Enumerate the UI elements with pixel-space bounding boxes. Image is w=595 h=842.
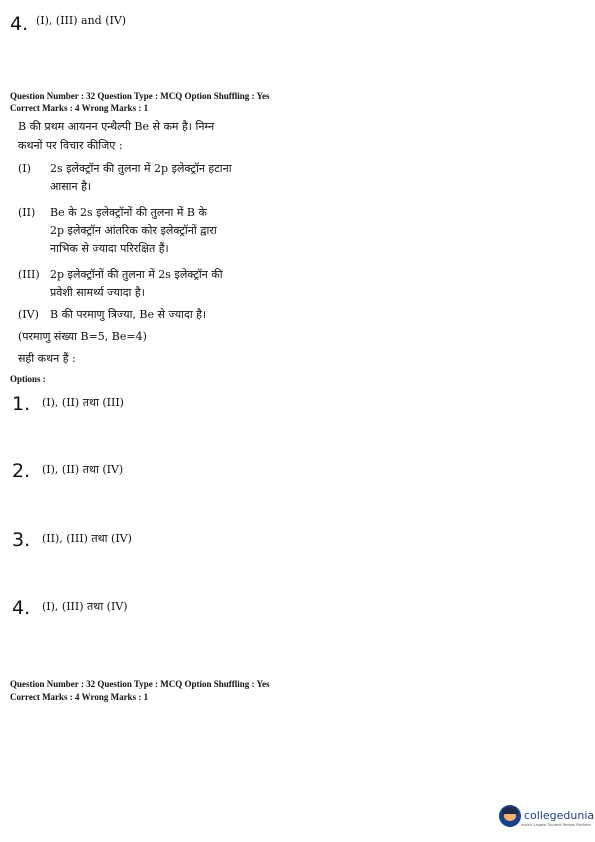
statement-3-line1: 2p इलेक्ट्रॉनों की तुलना में 2s इलेक्ट्रॉन की xyxy=(50,268,223,281)
statement-3-line2: प्रवेशी सामर्थ्य ज्यादा है। xyxy=(50,286,145,299)
statement-label-3: (III) xyxy=(18,268,40,281)
collegedunia-logo xyxy=(499,804,594,827)
question-stem-line1: B की प्रथम आयनन एन्थैल्पी Be से कम है। निम्न xyxy=(18,120,215,133)
next-question-meta-line2: Correct Marks : 4 Wrong Marks : 1 xyxy=(10,692,149,702)
statement-2-line1: Be के 2s इलेक्ट्रॉनों की तुलना में B के xyxy=(50,206,207,219)
logo-text: collegedunia xyxy=(524,809,595,822)
statement-label-4: (IV) xyxy=(18,308,39,321)
question-meta-line1: Question Number : 32 Question Type : MCQ Option Shuffling : Yes xyxy=(10,91,270,101)
top-option-number: 4. xyxy=(10,13,29,35)
statement-1-line1: 2s इलेक्ट्रॉन की तुलना में 2p इलेक्ट्रॉन हटाना xyxy=(50,162,232,175)
statement-label-2: (II) xyxy=(18,206,36,219)
option-2-number: 2. xyxy=(12,460,31,482)
option-4-number: 4. xyxy=(12,597,31,619)
top-option-text: (I), (III) and (IV) xyxy=(36,14,127,27)
statement-label-1: (I) xyxy=(18,162,31,175)
question-prompt: सही कथन हैं : xyxy=(18,352,76,365)
statement-4-line1: B की परमाणु त्रिज्या, Be से ज्यादा है। xyxy=(50,308,207,321)
mascot-icon xyxy=(499,805,521,827)
option-3-number: 3. xyxy=(12,529,31,551)
atomic-numbers-note: (परमाणु संख्या B=5, Be=4) xyxy=(18,330,147,343)
option-2-text: (I), (II) तथा (IV) xyxy=(42,463,124,476)
statement-2-line2: 2p इलेक्ट्रॉन आंतरिक कोर इलेक्ट्रॉनों द्वारा xyxy=(50,224,217,237)
logo-tagline: India's Largest Student Review Platform xyxy=(521,823,591,827)
option-4-text: (I), (III) तथा (IV) xyxy=(42,600,128,613)
options-label: Options : xyxy=(10,374,46,384)
statement-1-line2: आसान है। xyxy=(50,180,92,193)
option-1-number: 1. xyxy=(12,393,31,415)
option-1-text: (I), (II) तथा (III) xyxy=(42,396,124,409)
next-question-meta-line1: Question Number : 32 Question Type : MCQ Option Shuffling : Yes xyxy=(10,679,270,689)
question-meta-line2: Correct Marks : 4 Wrong Marks : 1 xyxy=(10,103,149,113)
question-stem-line2: कथनों पर विचार कीजिए : xyxy=(18,139,123,152)
option-3-text: (II), (III) तथा (IV) xyxy=(42,532,132,545)
statement-2-line3: नाभिक से ज्यादा परिरक्षित हैं। xyxy=(50,242,169,255)
